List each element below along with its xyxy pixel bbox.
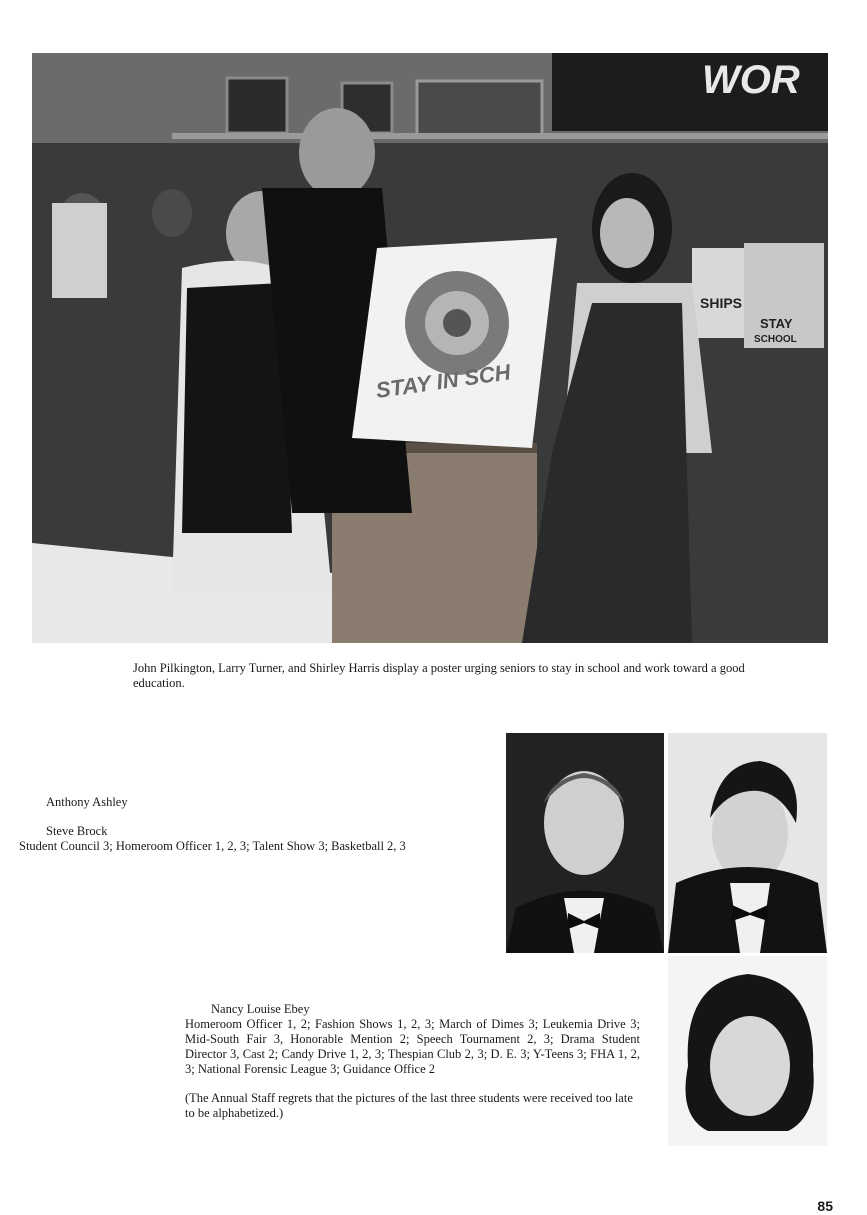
sign-ships: SHIPS — [700, 295, 743, 311]
student-name-brock: Steve Brock — [46, 824, 108, 838]
poster-text: STAY IN SCH — [374, 359, 513, 403]
sign-stay: STAY — [760, 316, 793, 331]
wall-banner-text: WOR — [702, 58, 800, 102]
annual-staff-note: (The Annual Staff regrets that the pictures of the last three students were received too late to be alphabetized.) — [185, 1091, 633, 1120]
classroom-scene — [32, 53, 828, 643]
main-photo — [32, 53, 828, 643]
sign-school: SCHOOL — [754, 334, 797, 345]
portrait-anthony-ashley — [506, 733, 664, 953]
student-name-ebey: Nancy Louise Ebey — [211, 1002, 310, 1016]
student-activities-ebey: Homeroom Officer 1, 2; Fashion Shows 1, 2, 3; March of Dimes 3; Leukemia Drive 3; Mid-South Fair 3, Honorable Mention 2; Speech Tournament 2, 3; Drama Student Director 3, Cast 2; Candy Drive 1, 2, 3; Thespian Club 2, 3; D. E. 3; Y-Teens 3; FHA 1, 2, 3; National Forensic League 3; Guidance Office 2 — [185, 1017, 640, 1076]
student-name-ashley: Anthony Ashley — [46, 795, 128, 809]
student-activities-brock: Student Council 3; Homeroom Officer 1, 2, 3; Talent Show 3; Basketball 2, 3 — [19, 839, 406, 853]
portrait-nancy-louise-ebey — [668, 956, 827, 1146]
photo-caption: John Pilkington, Larry Turner, and Shirley Harris display a poster urging seniors to stay in school and work toward a good education. — [133, 661, 745, 690]
portrait-steve-brock — [668, 733, 827, 953]
page-number: 85 — [817, 1198, 833, 1214]
